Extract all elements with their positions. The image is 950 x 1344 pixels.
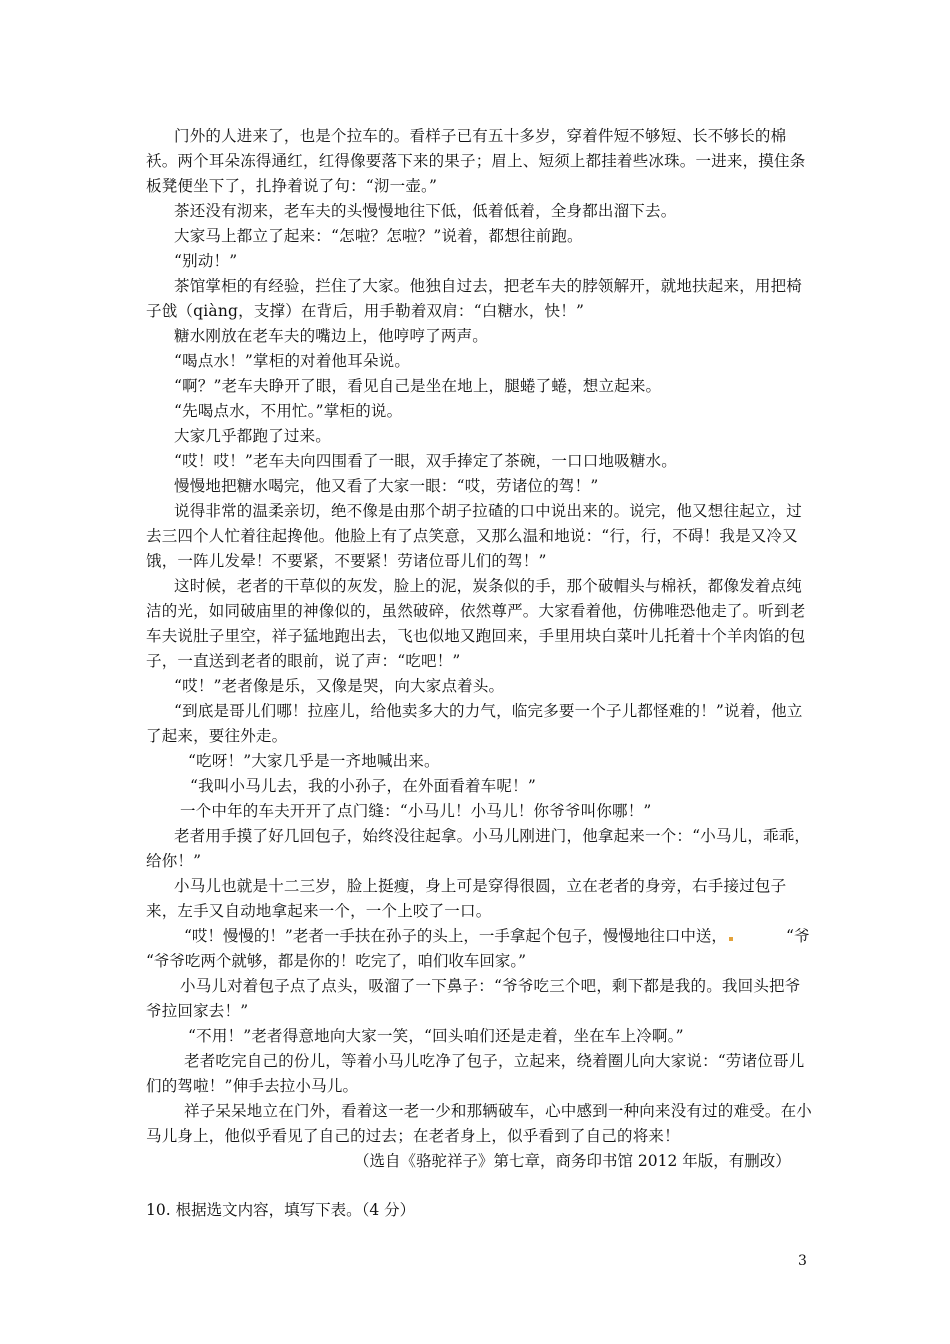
source-citation: （选自《骆驼祥子》第七章，商务印书馆 2012 年版，有删改） <box>354 1152 791 1170</box>
page-number: 3 <box>798 1253 807 1269</box>
paragraph-2: 茶还没有沏来，老车夫的头慢慢地往下低，低着低着，全身都出溜下去。 <box>174 202 677 220</box>
paragraph-22-line-1 <box>184 924 735 949</box>
paragraph-19: 一个中年的车夫开开了点门缝：“小马儿！小马儿！你爷爷叫你哪！” <box>180 802 652 820</box>
paragraph-25: 老者吃完自己的份儿，等着小马儿吃净了包子，立起来，绕着圈儿向大家说：“劳诸位哥儿们的驾啦！”伸手去拉小马儿。 <box>146 1052 805 1095</box>
paragraph-4: “别动！” <box>174 252 238 270</box>
paragraph-24: “不用！”老者得意地向大家一笑，“回头咱们还是走着，坐在车上冷啊。” <box>188 1027 684 1045</box>
paragraph-12: 慢慢地把糖水喝完，他又看了大家一眼：“哎，劳诸位的驾！” <box>174 477 599 495</box>
paragraph-14: 这时候，老者的干草似的灰发，脸上的泥，炭条似的手，那个破帽头与棉袄，都像发着点纯洁的光，如同破庙里的神像似的，虽然破碎，依然尊严。大家看着他，仿佛唯恐他走了。听到老车夫说肚子里空，祥子猛地跑出去，飞也似地又跑回来，手里用块白菜叶儿托着十个羊肉馅的包子，一直送到老者的眼前，说了声：“吃吧！” <box>146 577 806 670</box>
paragraph-22-continued: “爷 <box>786 927 810 945</box>
paragraph-20: 老者用手摸了好几回包子，始终没往起拿。小马儿刚进门，他拿起来一个：“小马儿，乖乖，给你！” <box>146 827 811 870</box>
paragraph-5: 茶馆掌柜的有经验，拦住了大家。他独自过去，把老车夫的脖领解开，就地扶起来，用把椅子戗（qiàng，支撑）在背后，用手勒着双肩：“白糖水，快！” <box>146 277 803 320</box>
paragraph-23: 小马儿对着包子点了点头，吸溜了一下鼻子：“爷爷吃三个吧，剩下都是我的。我回头把爷爷拉回家去！” <box>146 977 801 1020</box>
paragraph-11: “哎！哎！”老车夫向四围看了一眼，双手捧定了茶碗，一口口地吸糖水。 <box>174 452 677 470</box>
paragraph-18: “我叫小马儿去，我的小孙子，在外面看着车呢！” <box>190 777 536 795</box>
paragraph-3: 大家马上都立了起来：“怎啦？怎啦？”说着，都想往前跑。 <box>174 227 583 245</box>
paragraph-26: 祥子呆呆地立在门外，看着这一老一少和那辆破车，心中感到一种向来没有过的难受。在小马儿身上，他似乎看见了自己的过去；在老者身上，似乎看到了自己的将来！ <box>146 1102 813 1145</box>
paragraph-6: 糖水刚放在老车夫的嘴边上，他哼哼了两声。 <box>174 327 489 345</box>
paragraph-7: “喝点水！”掌柜的对着他耳朵说。 <box>174 352 411 370</box>
paragraph-1: 门外的人进来了，也是个拉车的。看样子已有五十多岁，穿着件短不够短、长不够长的棉袄。两个耳朵冻得通红，红得像要落下来的果子；眉上、短须上都挂着些冰珠。一进来，摸住条板凳便坐下了，扎挣着说了句：“沏一壶。” <box>146 127 806 195</box>
paragraph-9: “先喝点水，不用忙。”掌柜的说。 <box>174 402 403 420</box>
paragraph-22-line-2: “爷爷吃两个就够，都是你的！吃完了，咱们收车回家。” <box>146 952 527 970</box>
paragraph-13: 说得非常的温柔亲切，绝不像是由那个胡子拉碴的口中说出来的。说完，他又想往起立，过去三四个人忙着往起搀他。他脸上有了点笑意，又那么温和地说：“行，行，不碍！我是又冷又饿，一阵儿发晕！不要紧，不要紧！劳诸位哥儿们的驾！” <box>146 502 803 570</box>
paragraph-15: “哎！”老者像是乐，又像是哭，向大家点着头。 <box>174 677 505 695</box>
paragraph-10: 大家几乎都跑了过来。 <box>174 427 332 445</box>
paragraph-22-text: “哎！慢慢的！”老者一手扶在孙子的头上，一手拿起个包子，慢慢地往口中送， <box>184 927 727 945</box>
paragraph-16: “到底是哥儿们哪！拉座儿，给他卖多大的力气，临完多要一个子儿都怪难的！”说着，他立了起来，要往外走。 <box>146 702 803 745</box>
paragraph-21: 小马儿也就是十二三岁，脸上挺瘦，身上可是穿得很圆，立在老者的身旁，右手接过包子来，左手又自动地拿起来一个，一个上咬了一口。 <box>146 877 787 920</box>
question-10: 10. 根据选文内容，填写下表。（4 分） <box>146 1201 416 1219</box>
paragraph-17: “吃呀！”大家几乎是一齐地喊出来。 <box>188 752 440 770</box>
paragraph-8: “啊？”老车夫睁开了眼，看见自己是坐在地上，腿蜷了蜷，想立起来。 <box>174 377 662 395</box>
highlight-mark <box>729 937 733 941</box>
